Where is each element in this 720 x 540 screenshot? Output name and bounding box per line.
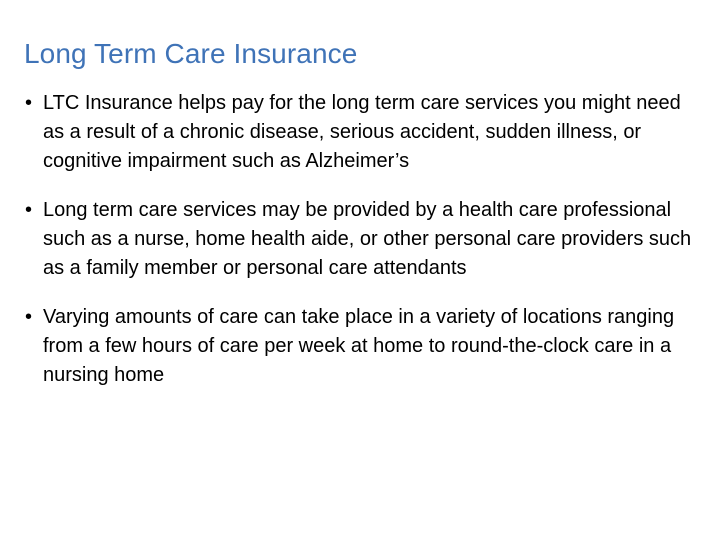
bullet-item (25, 303, 705, 390)
bullet-point-icon: • (25, 199, 33, 221)
bullet-point-icon: • (25, 92, 33, 114)
slide-title: Long Term Care Insurance (24, 38, 358, 69)
bullet-text: Long term care services may be provided by a health care professional such as a nurse, home health aide, or other personal care providers such as a family member or personal care attendants (43, 199, 692, 279)
bullet-text: Varying amounts of care can take place in a variety of locations ranging from a few hours of care per week at home to round-the-clock care in a nursing home (43, 306, 675, 386)
bullet-item (25, 196, 705, 283)
bullet-text: LTC Insurance helps pay for the long term care services you might need as a result of a chronic disease, serious accident, sudden illness, or cognitive impairment such as Alzheimer’s (43, 92, 681, 172)
bullet-point-icon: • (25, 306, 33, 328)
bullet-item (25, 89, 705, 176)
bullet-list (25, 89, 705, 410)
